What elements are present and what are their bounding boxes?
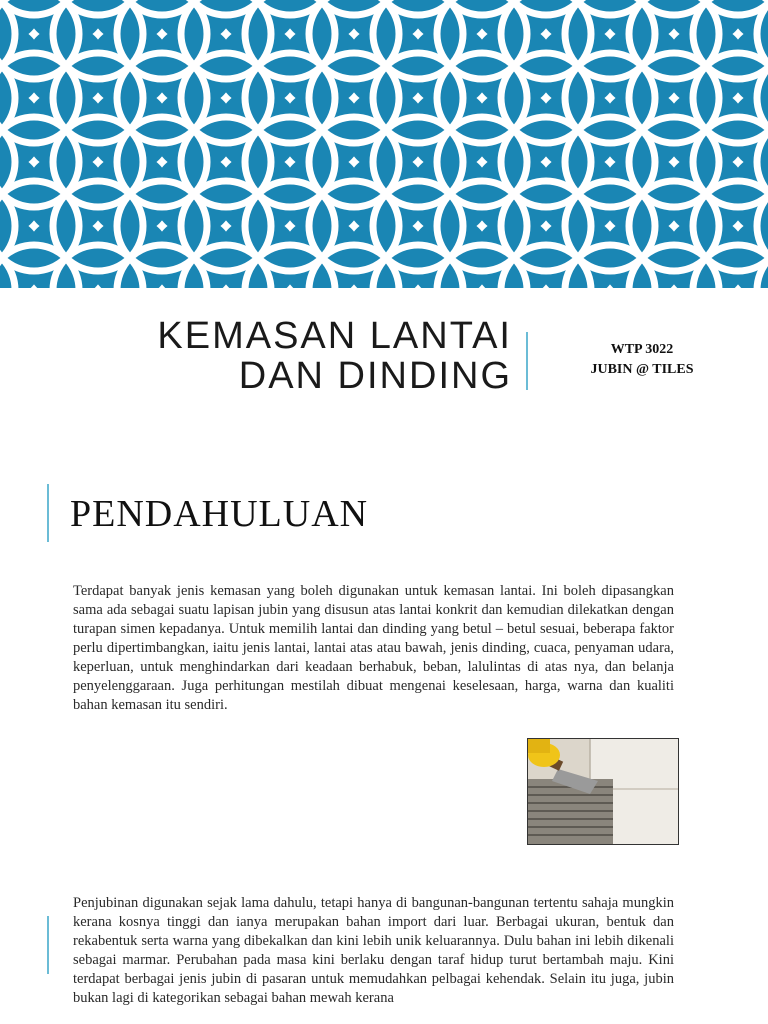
course-code: WTP 3022 (610, 342, 674, 357)
title-accent-bar (526, 332, 528, 390)
pattern-banner (0, 0, 768, 288)
tile-installation-photo (527, 738, 679, 845)
section-accent-bar-2 (47, 916, 49, 974)
intro-paragraph: Terdapat banyak jenis kemasan yang boleh digunakan untuk kemasan lantai. Ini boleh dipasangkan sama ada sebagai suatu lapisan jubin yang disusun atas lantai konkrit dan kemudian dilekatkan dengan turapan simen kepadanya. Untuk memilih lantai dan dinding yang betul – betul sesuai, beberapa faktor perlu dipertimbangkan, iaitu jenis lantai, lantai atas atau bawah, jenis dinding, cuaca, penyaman udara, keperluan, untuk menghindarkan dari keadaan berhabuk, beban, lalulintas di atas nya, dan belanja penyelenggaraan. Juga perhitungan mestilah dibuat mengenai keselesaan, harga, warna dan kualiti bahan kemasan itu sendiri. (73, 583, 674, 713)
course-topic: JUBIN @ TILES (590, 362, 694, 377)
history-paragraph: Penjubinan digunakan sejak lama dahulu, tetapi hanya di bangunan-bangunan tertentu sahaja mungkin kerana kosnya tinggi dan ianya merupakan bahan import dari luar. Berbagai ukuran, bentuk dan rekabentuk serta warna yang dibekalkan dan kini lebih unik keluarannya. Dulu bahan ini lebih dikenali sebagai marmar. Perubahan pada masa kini berlaku dengan taraf hidup turut bertambah maju. Kini terdapat berbagai jenis jubin di pasaran untuk memudahkan pelbagai kehendak. Selain itu juga, jubin bukan lagi di kategorikan sebagai bahan mewah kerana (73, 895, 674, 1006)
document-title (0, 316, 512, 396)
section-heading: PENDAHULUAN (70, 493, 369, 535)
section-accent-bar (47, 484, 49, 542)
title-line-1: KEMASAN LANTAI (157, 315, 512, 357)
title-line-2: DAN DINDING (238, 355, 512, 397)
course-info (572, 340, 712, 380)
